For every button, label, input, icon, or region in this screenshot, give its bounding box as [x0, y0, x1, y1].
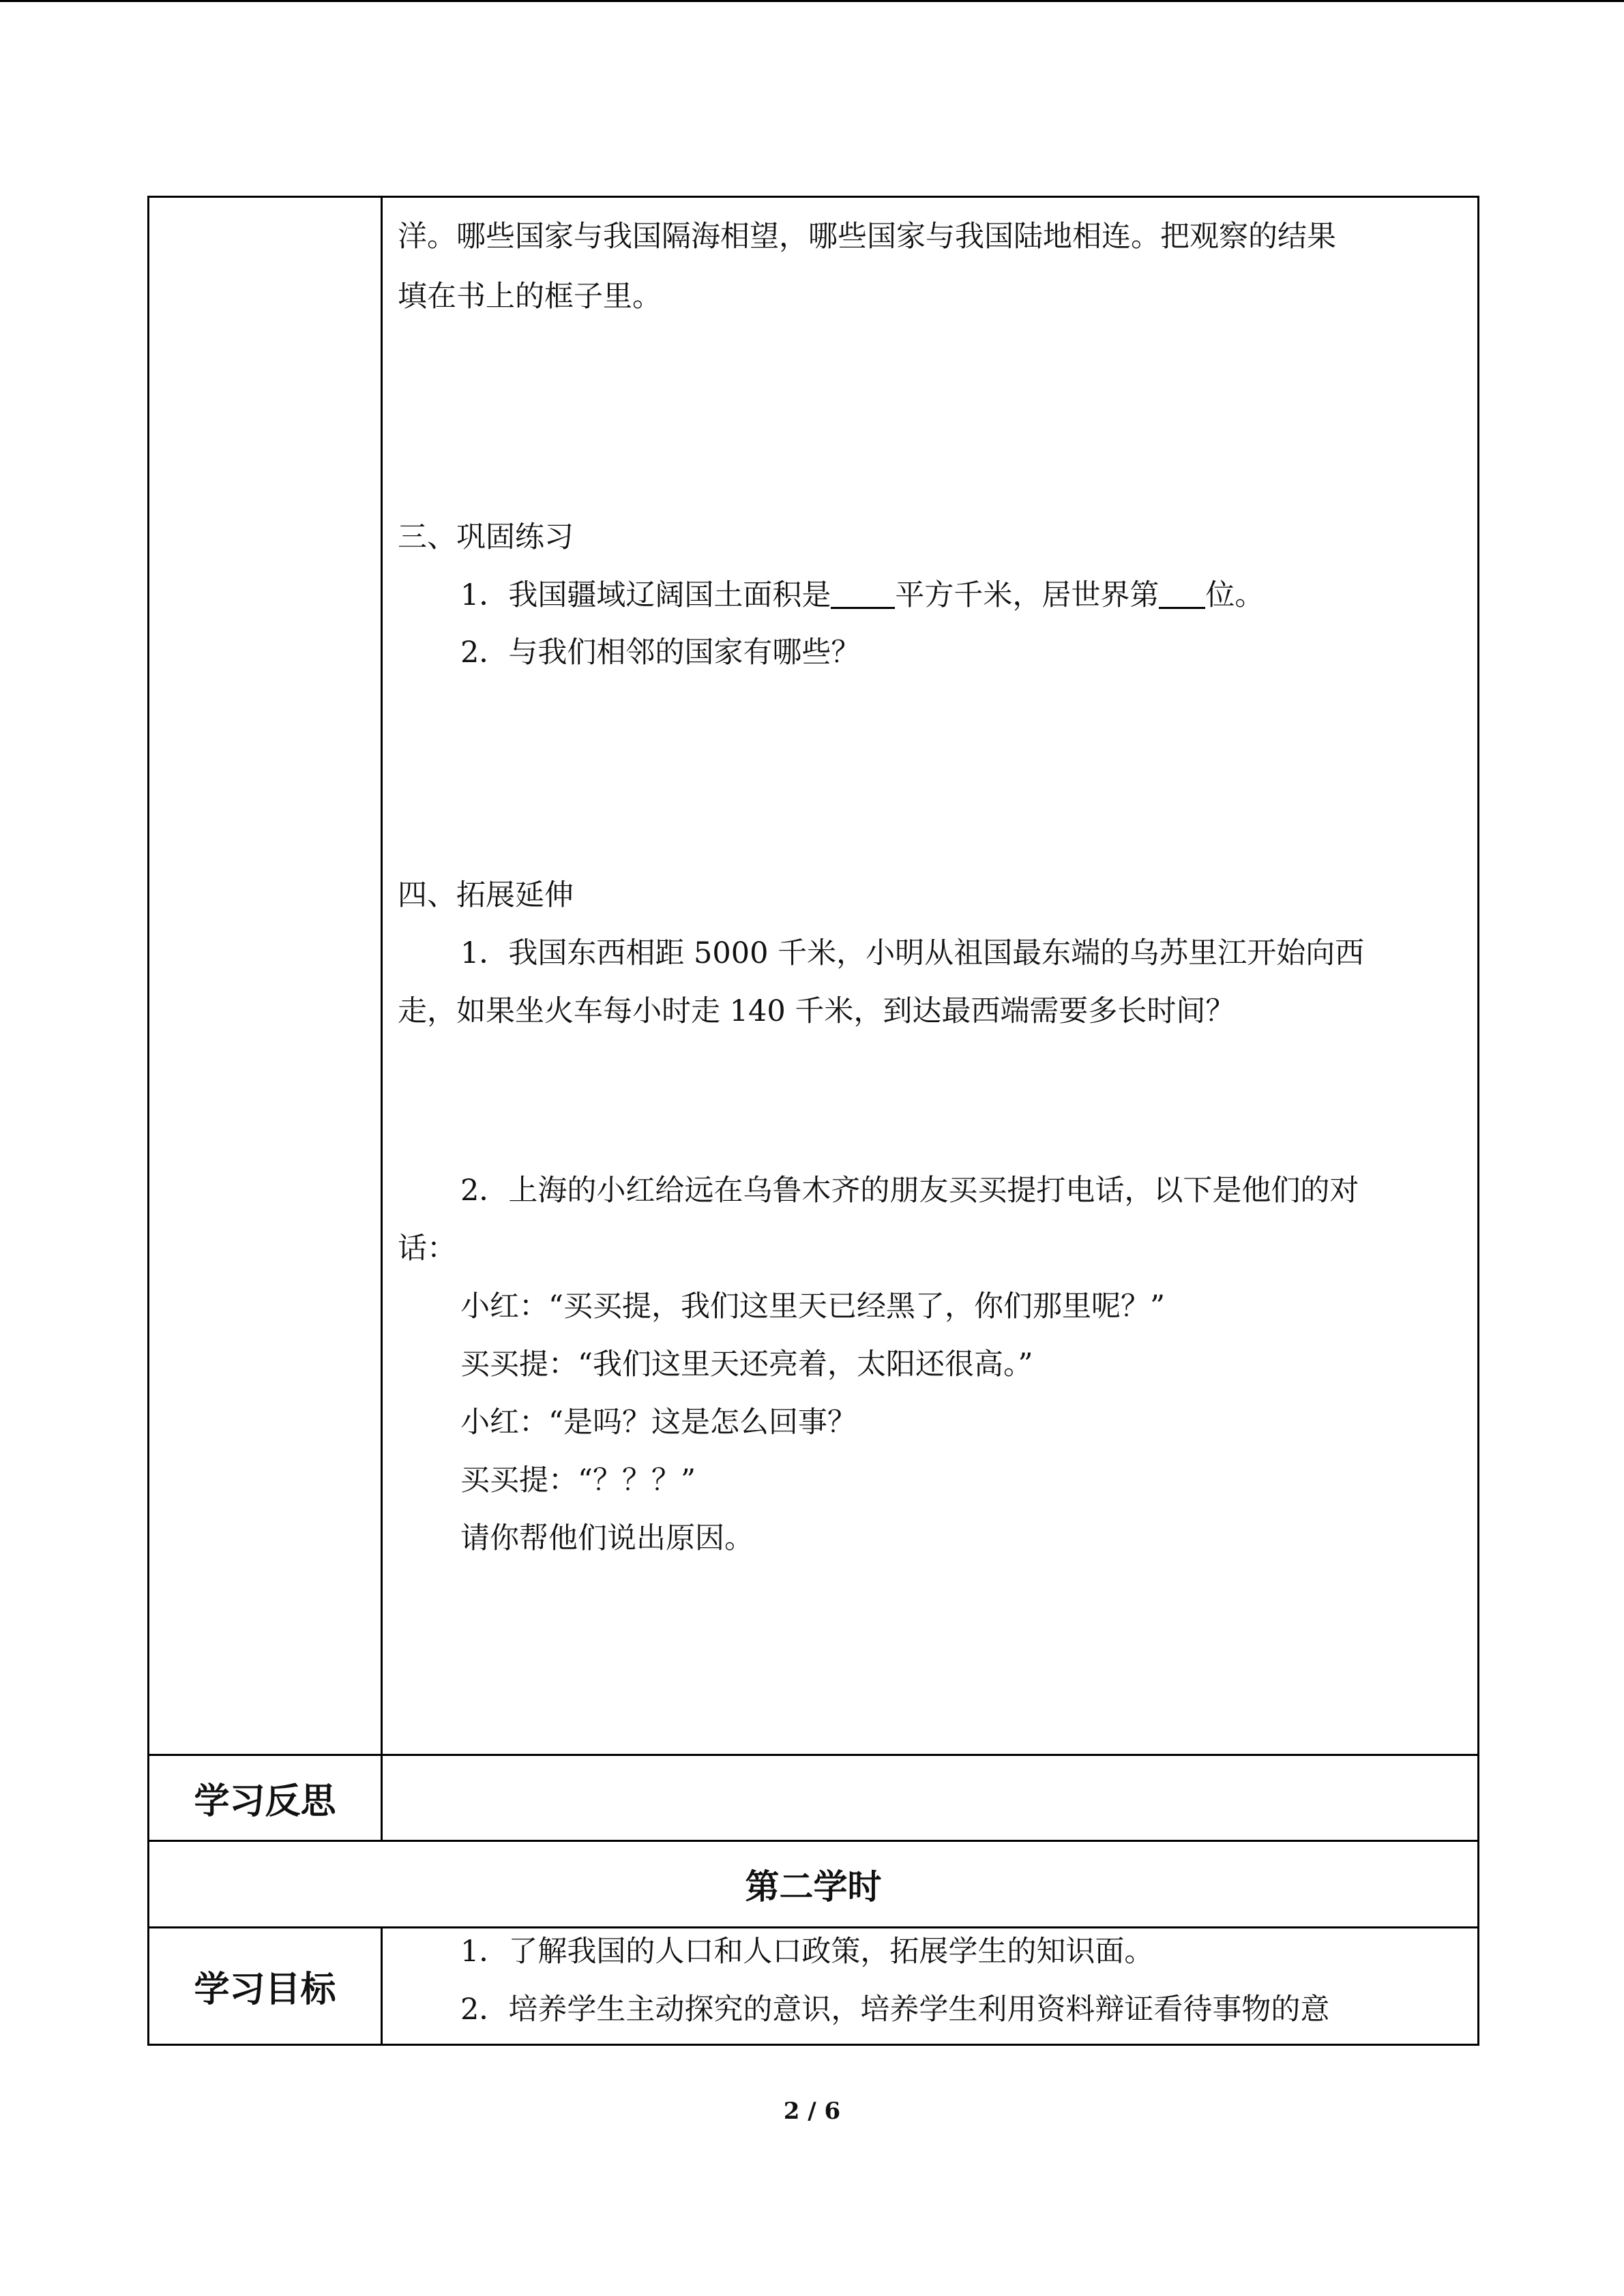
reflection-row: [149, 1755, 1479, 1841]
dialogue-line-3: 小红：“是吗？这是怎么回事？: [460, 1405, 857, 1440]
q1-blank-area: [831, 577, 895, 609]
dialogue-line-2: 买买提：“我们这里天还亮着，太阳还很高。”: [460, 1347, 1033, 1382]
q1-text-before: 1．我国疆域辽阔国土面积是: [460, 578, 831, 612]
lesson-table: [147, 196, 1479, 2046]
section4-heading: 四、拓展延伸: [398, 878, 574, 912]
section4-q2-line2: 话：: [398, 1232, 456, 1266]
content-row-label-cell: [149, 197, 382, 1755]
session-title-row: [149, 1841, 1479, 1928]
dialogue-line-5: 请你帮他们说出原因。: [460, 1521, 754, 1555]
objectives-row: [149, 1928, 1479, 2045]
section4-q1-line2: 走，如果坐火车每小时走 140 千米，到达最西端需要多长时间？: [398, 994, 1235, 1028]
section4-q1-line1: 1．我国东西相距 5000 千米，小明从祖国最东端的乌苏里江开始向西: [460, 936, 1365, 970]
section3-heading: 三、巩固练习: [398, 520, 574, 554]
objectives-label: 学习目标: [149, 1928, 382, 2045]
q1-text-after: 位。: [1205, 578, 1265, 612]
objective-item-1: 1．了解我国的人口和人口政策，拓展学生的知识面。: [460, 1935, 1154, 1969]
section3-question-2: 2．与我们相邻的国家有哪些？: [460, 636, 861, 670]
q1-text-middle: 平方千米，居世界第: [895, 578, 1160, 612]
session-title: 第二学时: [149, 1841, 1479, 1928]
continued-line-1: 洋。哪些国家与我国隔海相望，哪些国家与我国陆地相连。把观察的结果: [398, 220, 1336, 254]
page-number: 2 / 6: [783, 2098, 841, 2125]
objective-item-2: 2．培养学生主动探究的意识，培养学生利用资料辩证看待事物的意: [460, 1993, 1330, 2027]
dialogue-line-4: 买买提：“？？？”: [460, 1463, 696, 1497]
q1-blank-rank: [1159, 577, 1205, 609]
content-row: [149, 197, 1479, 1755]
dialogue-line-1: 小红：“买买提，我们这里天已经黑了，你们那里呢？”: [460, 1289, 1165, 1324]
reflection-label: 学习反思: [149, 1755, 382, 1841]
objectives-content-cell: [382, 1928, 1479, 2045]
continued-line-2: 填在书上的框子里。: [398, 280, 662, 314]
reflection-content-cell: [382, 1755, 1479, 1841]
section3-question-1: [460, 575, 1264, 616]
content-row-body-cell: [382, 197, 1479, 1755]
top-border-line: [0, 0, 1624, 2]
section4-q2-line1: 2．上海的小红给远在乌鲁木齐的朋友买买提打电话，以下是他们的对: [460, 1174, 1359, 1208]
